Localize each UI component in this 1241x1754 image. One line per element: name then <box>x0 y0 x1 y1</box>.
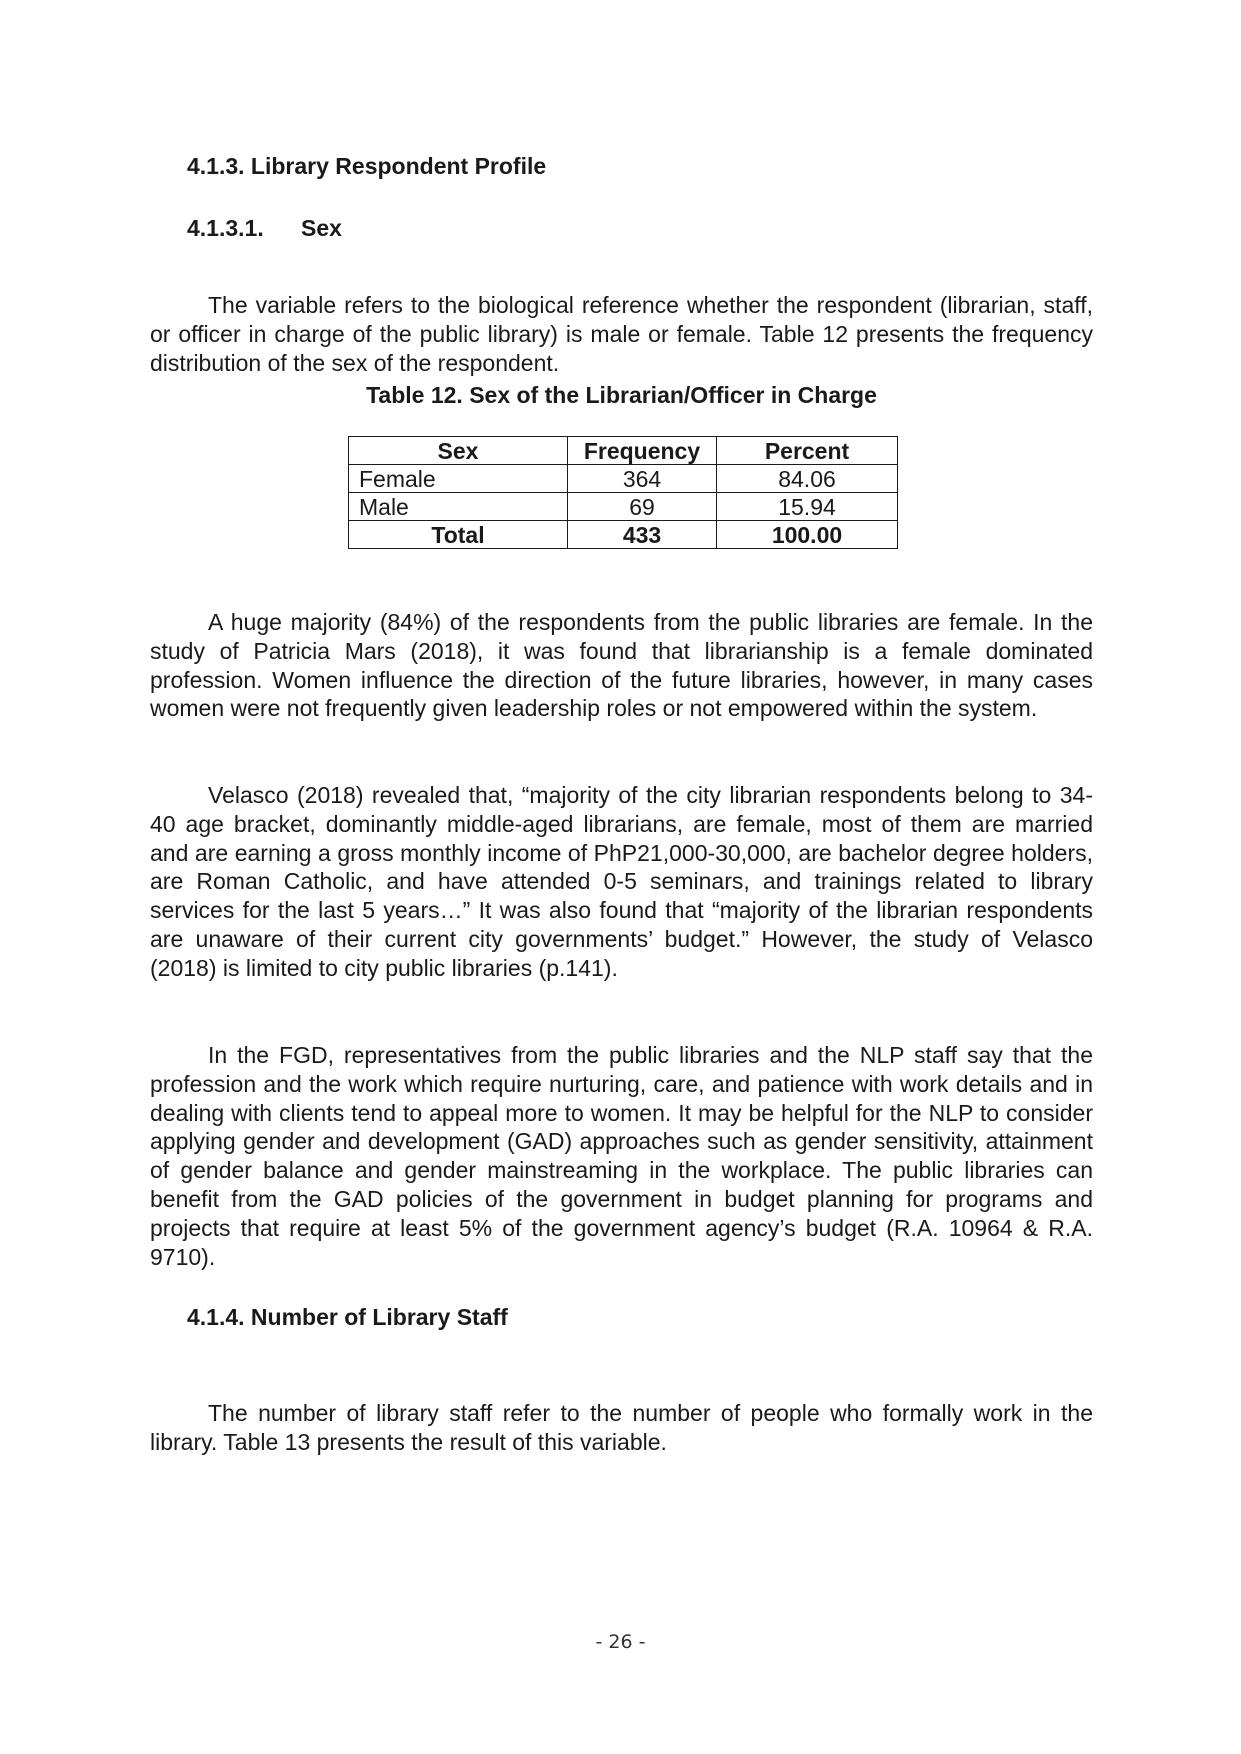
paragraph-sex-definition: The variable refers to the biological reference whether the respondent (librarian, staff, or officer in charge of the public library) is male or female. Table 12 presents the frequency distribution of the sex of the respondent. <box>150 292 1093 376</box>
cell-sex-female: Female <box>349 465 568 493</box>
table-header-row <box>349 437 898 465</box>
table-row <box>349 465 898 493</box>
column-header-sex: Sex <box>349 437 568 465</box>
cell-percent-female: 84.06 <box>717 465 898 493</box>
paragraph-fgd-findings: In the FGD, representatives from the public libraries and the NLP staff say that the profession and the work which require nurturing, care, and patience with work details and in dealing with clients tend to appeal more to women. It may be helpful for the NLP to consider applying gender and development (GAD) approaches such as gender sensitivity, attainment of gender balance and gender mainstreaming in the workplace. The public libraries can benefit from the GAD policies of the government in budget planning for programs and projects that require at least 5% of the government agency’s budget (R.A. 10964 & R.A. 9710). <box>150 1042 1093 1270</box>
paragraph-velasco-study: Velasco (2018) revealed that, “majority of the city librarian respondents belong to 34-40 age bracket, dominantly middle-aged librarians, are female, most of them are married and are earning a gross monthly income of PhP21,000-30,000, are bachelor degree holders, are Roman Catholic, and have attended 0-5 seminars, and trainings related to library services for the last 5 years…” It was also found that “majority of the librarian respondents are unaware of their current city governments’ budget.” However, the study of Velasco (2018) is limited to city public libraries (p.141). <box>150 782 1093 981</box>
cell-frequency-female: 364 <box>568 465 717 493</box>
section-heading-4-1-3: 4.1.3. Library Respondent Profile <box>187 153 547 179</box>
cell-percent-male: 15.94 <box>717 493 898 521</box>
paragraph-female-majority: A huge majority (84%) of the respondents from the public libraries are female. In the study of Patricia Mars (2018), it was found that librarianship is a female dominated profession. Women influence the direction of the future libraries, however, in many cases women were not frequently given leadership roles or not empowered within the system. <box>150 609 1093 722</box>
cell-sex-male: Male <box>349 493 568 521</box>
table-total-row <box>349 521 898 549</box>
cell-frequency-male: 69 <box>568 493 717 521</box>
section-heading-4-1-4: 4.1.4. Number of Library Staff <box>187 1304 508 1330</box>
paragraph-library-staff: The number of library staff refer to the number of people who formally work in the library. Table 13 presents the result of this variable. <box>150 1400 1093 1455</box>
cell-total-label: Total <box>349 521 568 549</box>
column-header-percent: Percent <box>717 437 898 465</box>
section-title-sex: Sex <box>301 215 342 241</box>
cell-total-frequency: 433 <box>568 521 717 549</box>
section-number-4-1-3-1: 4.1.3.1. <box>187 215 264 241</box>
cell-total-percent: 100.00 <box>717 521 898 549</box>
column-header-frequency: Frequency <box>568 437 717 465</box>
table-12-sex <box>348 436 898 549</box>
table-12-caption: Table 12. Sex of the Librarian/Officer in Charge <box>366 382 877 408</box>
page-number: - 26 - <box>595 1631 646 1653</box>
table-row <box>349 493 898 521</box>
